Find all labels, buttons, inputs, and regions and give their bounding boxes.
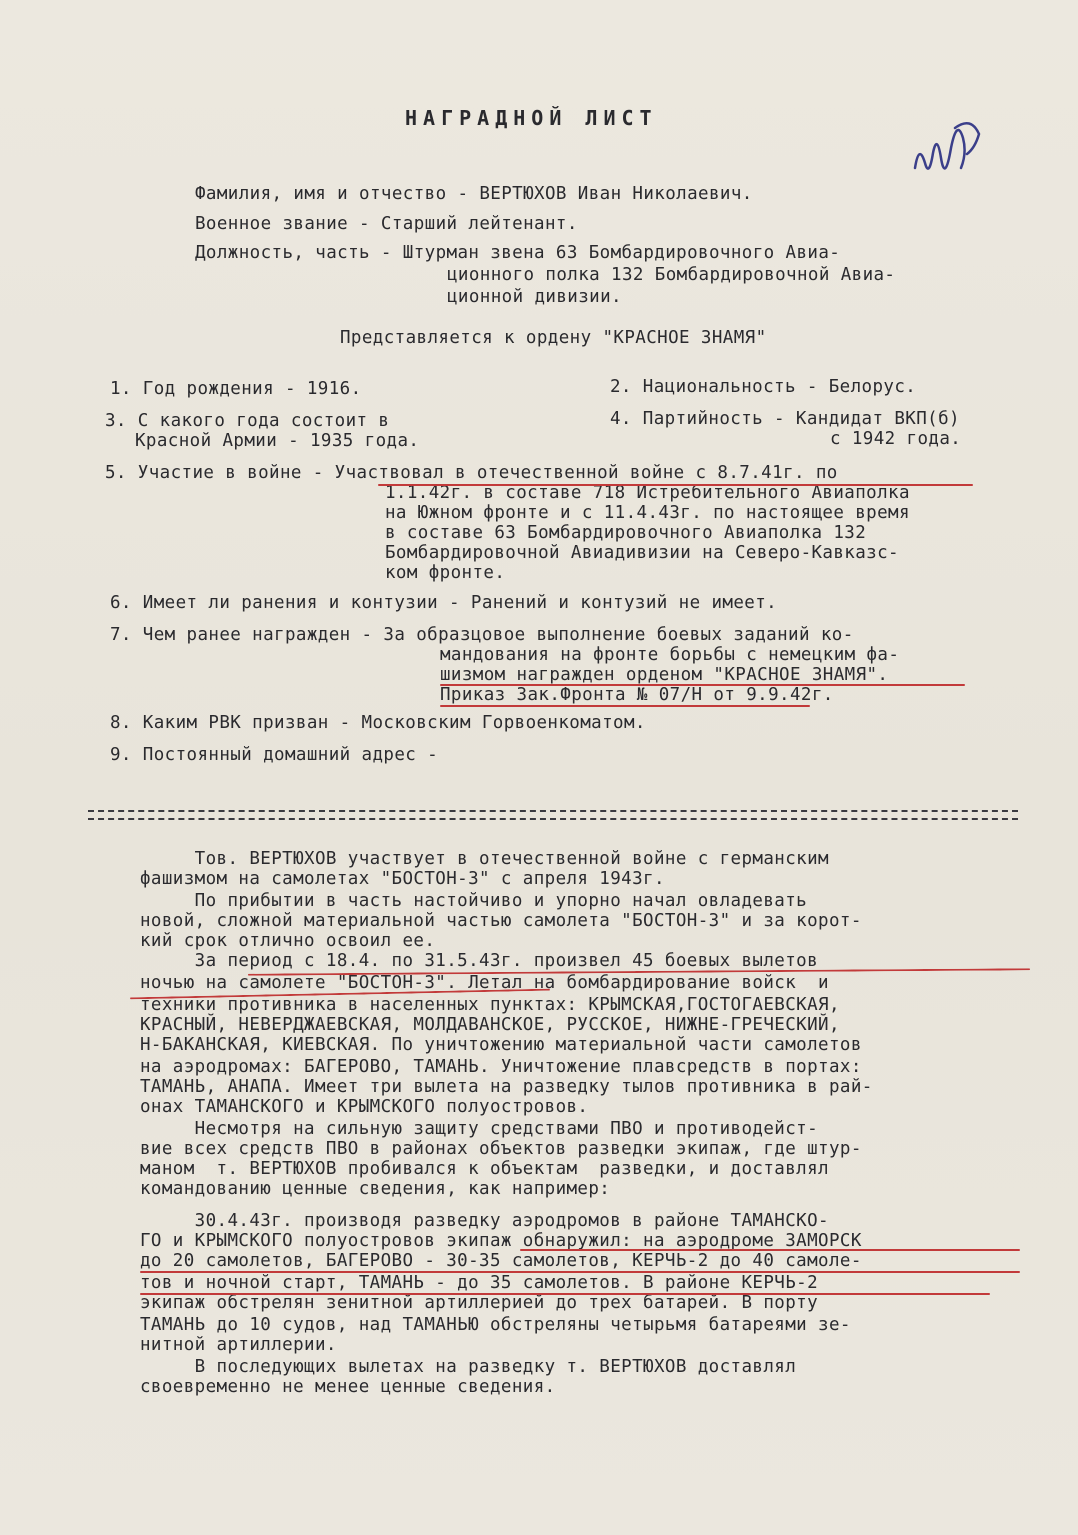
item-war-participation: Бомбардировочной Авиадивизии на Северо-Кавказс- — [385, 543, 899, 563]
narrative-line: онах ТАМАНСКОГО и КРЫМСКОГО полуостровов. — [140, 1097, 589, 1117]
item-party: 4. Партийность - Кандидат ВКП(б) — [610, 409, 960, 429]
narrative-line: Н-БАКАНСКАЯ, КИЕВСКАЯ. По уничтожению материальной части самолетов — [140, 1035, 862, 1055]
narrative-line: КРАСНЫЙ, НЕВЕРДЖАЕВСКАЯ, МОЛДАВАНСКОЕ, РУССКОЕ, НИЖНЕ-ГРЕЧЕСКИЙ, — [140, 1015, 840, 1035]
narrative-line: Тов. ВЕРТЮХОВ участвует в отечественной войне с германским — [140, 849, 829, 869]
narrative-line: до 20 самолетов, БАГЕРОВО - 30-35 самолетов, КЕРЧЬ-2 до 40 самоле- — [140, 1251, 862, 1271]
narrative-line: ТАМАНЬ, АНАПА. Имеет три вылета на разведку тылов противника в рай- — [140, 1077, 873, 1097]
narrative-line: кий срок отлично освоил ее. — [140, 931, 436, 951]
item-war-participation: на Южном фронте и с 11.4.43г. по настоящее время — [385, 503, 910, 523]
item-party: с 1942 года. — [830, 429, 962, 449]
narrative-line: командованию ценные сведения, как например: — [140, 1179, 611, 1199]
item-previous-awards: 7. Чем ранее награжден - За образцовое выполнение боевых заданий ко- — [110, 625, 854, 645]
narrative-line: вие всех средств ПВО в районах объектов разведки экипаж, где штур- — [140, 1139, 862, 1159]
item-service-since: 3. С какого года состоит в — [105, 411, 390, 431]
red-underline — [378, 484, 973, 486]
item-birth-year: 1. Год рождения - 1916. — [110, 379, 362, 399]
name-line: Фамилия, имя и отчество - ВЕРТЮХОВ Иван Николаевич. — [195, 184, 753, 204]
narrative-line: на аэродромах: БАГЕРОВО, ТАМАНЬ. Уничтожение плавсредств в портах: — [140, 1057, 862, 1077]
item-home-address: 9. Постоянный домашний адрес - — [110, 745, 439, 765]
nominated-for: Представляется к ордену "КРАСНОЕ ЗНАМЯ" — [340, 328, 767, 348]
narrative-line: В последующих вылетах на разведку т. ВЕРТЮХОВ доставлял — [140, 1357, 797, 1377]
red-underline — [520, 1249, 1020, 1251]
position-line: Должность, часть - Штурман звена 63 Бомбардировочного Авиа- — [195, 243, 841, 263]
narrative-line: техники противника в населенных пунктах: КРЫМСКАЯ,ГОСТОГАЕВСКАЯ, — [140, 995, 840, 1015]
rank-line: Военное звание - Старший лейтенант. — [195, 214, 578, 234]
item-war-participation: 5. Участие в войне - Участвовал в отечественной войне с 8.7.41г. по — [105, 463, 838, 483]
red-underline — [440, 684, 965, 686]
position-line: ционной дивизии. — [447, 287, 622, 307]
item-war-participation: ком фронте. — [385, 563, 506, 583]
narrative-line: 30.4.43г. производя разведку аэродромов в районе ТАМАНСКО- — [140, 1211, 829, 1231]
item-previous-awards: мандования на фронте борьбы с немецким фа- — [440, 645, 900, 665]
position-line: ционного полка 132 Бомбардировочной Авиа- — [447, 265, 896, 285]
document-title: НАГРАДНОЙ ЛИСТ — [405, 106, 658, 130]
narrative-line: ТАМАНЬ до 10 судов, над ТАМАНЬЮ обстреляны четырьмя батареями зе- — [140, 1315, 851, 1335]
narrative-line: нитной артиллерии. — [140, 1335, 337, 1355]
item-service-since: Красной Армии - 1935 года. — [135, 431, 420, 451]
narrative-line: ГО и КРЫМСКОГО полуостровов экипаж обнаружил: на аэродроме ЗАМОРСК — [140, 1231, 862, 1251]
narrative-line: экипаж обстрелян зенитной артиллерией до трех батарей. В порту — [140, 1293, 819, 1313]
handwritten-signature-icon — [905, 108, 985, 198]
narrative-line: фашизмом на самолетах "БОСТОН-3" с апреля 1943г. — [140, 869, 665, 889]
red-underline — [140, 1293, 990, 1295]
narrative-line: новой, сложной материальной частью самолета "БОСТОН-3" и за корот- — [140, 911, 862, 931]
item-nationality: 2. Национальность - Белорус. — [610, 377, 917, 397]
narrative-line: маном т. ВЕРТЮХОВ пробивался к объектам разведки, и доставлял — [140, 1159, 829, 1179]
item-previous-awards: шизмом награжден орденом "КРАСНОЕ ЗНАМЯ". — [440, 665, 889, 685]
item-wounds: 6. Имеет ли ранения и контузии - Ранений и контузий не имеет. — [110, 593, 778, 613]
red-underline — [140, 1271, 1020, 1273]
red-underline — [440, 705, 810, 707]
item-drafted-by: 8. Каким РВК призван - Московским Горвоенкоматом. — [110, 713, 646, 733]
item-war-participation: в составе 63 Бомбардировочного Авиаполка 132 — [385, 523, 867, 543]
item-previous-awards: Приказ Зак.Фронта № 07/Н от 9.9.42г. — [440, 685, 834, 705]
narrative-line: Несмотря на сильную защиту средствами ПВО и противодейст- — [140, 1119, 819, 1139]
narrative-line: своевременно не менее ценные сведения. — [140, 1377, 556, 1397]
narrative-line: За период с 18.4. по 31.5.43г. произвел 45 боевых вылетов — [140, 951, 819, 971]
item-war-participation: 1.1.42г. в составе 718 Истребительного Авиаполка — [385, 483, 910, 503]
narrative-line: тов и ночной старт, ТАМАНЬ - до 35 самолетов. В районе КЕРЧЬ-2 — [140, 1273, 819, 1293]
narrative-line: ночью на самолете "БОСТОН-3". Летал на бомбардирование войск и — [140, 973, 829, 993]
narrative-line: По прибытии в часть настойчиво и упорно начал овладевать — [140, 891, 808, 911]
section-divider — [88, 810, 1018, 820]
